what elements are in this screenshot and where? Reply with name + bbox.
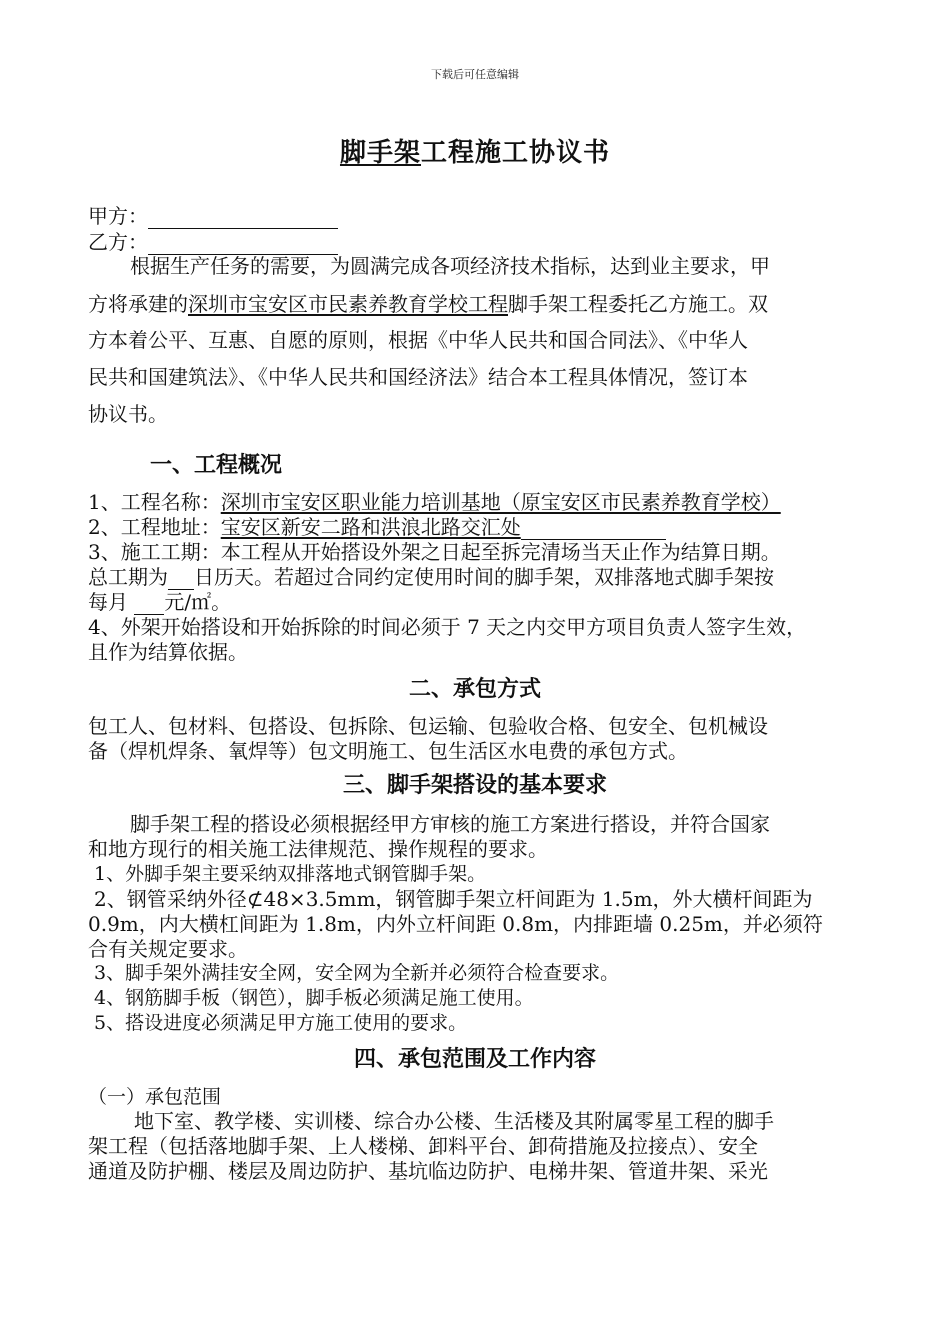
party-a-label: 甲方：	[88, 204, 148, 228]
project-address-row: 2、工程地址：宝安区新安二路和洪浪北路交汇处	[88, 511, 666, 540]
s3-item-5: 5、搭设进度必须满足甲方施工使用的要求。	[94, 1012, 468, 1034]
s3-item-1: 1、外脚手架主要采纳双排落地式钢管脚手架。	[94, 863, 487, 885]
party-b-label: 乙方：	[88, 230, 148, 254]
intro-line-4: 民共和国建筑法》、《中华人民共和国经济法》结合本工程具体情况，签订本	[88, 365, 748, 389]
intro-line-5: 协议书。	[88, 402, 168, 426]
section-4-heading: 四、承包范围及工作内容	[353, 1046, 596, 1072]
section-1-heading: 一、工程概况	[150, 452, 283, 478]
s2-line-1: 包工人、包材料、包搭设、包拆除、包运输、包验收合格、包安全、包机械设	[88, 714, 768, 738]
title-underlined: 脚手架	[339, 138, 421, 168]
intro-line-1: 根据生产任务的需要，为圆满完成各项经济技术指标，达到业主要求，甲	[130, 254, 770, 278]
s4-line-1: 地下室、教学楼、实训楼、综合办公楼、生活楼及其附属零星工程的脚手	[134, 1109, 774, 1133]
party-a-row	[88, 200, 338, 229]
project-address-value: 宝安区新安二路和洪浪北路交汇处	[220, 515, 521, 539]
header-note: 下载后可任意编辑	[431, 68, 519, 81]
s4-subheading: （一）承包范围	[88, 1086, 222, 1108]
item4-line-1: 4、外架开始搭设和开始拆除的时间必须于 7 天之内交甲方项目负责人签字生效，	[88, 615, 807, 639]
s4-line-2: 架工程（包括落地脚手架、上人楼梯、卸料平台、卸荷措施及拉接点）、安全	[88, 1134, 758, 1158]
s3-line-2: 和地方现行的相关施工法律规范、操作规程的要求。	[88, 837, 548, 861]
project-name-value: 深圳市宝安区职业能力培训基地（原宝安区市民素养教育学校）	[220, 490, 781, 514]
s4-line-3: 通道及防护棚、楼层及周边防护、基坑临边防护、电梯井架、管道井架、采光	[88, 1159, 768, 1183]
period-line-3: 每月 元/㎡。	[88, 590, 232, 614]
period-line-2: 总工期为 日历天。若超过合同约定使用时间的脚手架，双排落地式脚手架按	[88, 565, 774, 589]
document-title	[0, 132, 950, 169]
s3-item-2-line-1: 2、钢管采纳外径⊄48×3.5mm，钢管脚手架立杆间距为 1.5m，外大横杆间距为	[94, 887, 813, 911]
s2-line-2: 备（焊机焊条、氧焊等）包文明施工、包生活区水电费的承包方式。	[88, 739, 688, 763]
item4-line-2: 且作为结算依据。	[88, 640, 248, 664]
s3-item-3: 3、脚手架外满挂安全网，安全网为全新并必须符合检查要求。	[94, 962, 620, 984]
s3-item-2-line-3: 合有关规定要求。	[88, 937, 248, 961]
section-2-heading: 二、承包方式	[408, 676, 541, 702]
project-name-row: 1、工程名称：深圳市宝安区职业能力培训基地（原宝安区市民素养教育学校）	[88, 490, 781, 514]
s3-item-2-line-2: 0.9m，内大横杠间距为 1.8m，内外立杆间距 0.8m，内排距墙 0.25m，并必须符	[88, 912, 823, 936]
project-name: 深圳市宝安区市民素养教育学校工程	[188, 292, 508, 316]
intro-line-3: 方本着公平、互惠、自愿的原则，根据《中华人民共和国合同法》、《中华人	[88, 328, 748, 352]
intro-line-2: 方将承建的深圳市宝安区市民素养教育学校工程脚手架工程委托乙方施工。双	[88, 292, 768, 316]
title-rest: 工程施工协议书	[421, 138, 611, 168]
s3-item-4: 4、钢筋脚手板（钢笆），脚手板必须满足施工使用。	[94, 987, 534, 1009]
section-3-heading: 三、脚手架搭设的基本要求	[342, 772, 607, 798]
s3-line-1: 脚手架工程的搭设必须根据经甲方审核的施工方案进行搭设，并符合国家	[130, 812, 770, 836]
period-line-1: 3、施工工期：本工程从开始搭设外架之日起至拆完清场当天止作为结算日期。	[88, 540, 781, 564]
